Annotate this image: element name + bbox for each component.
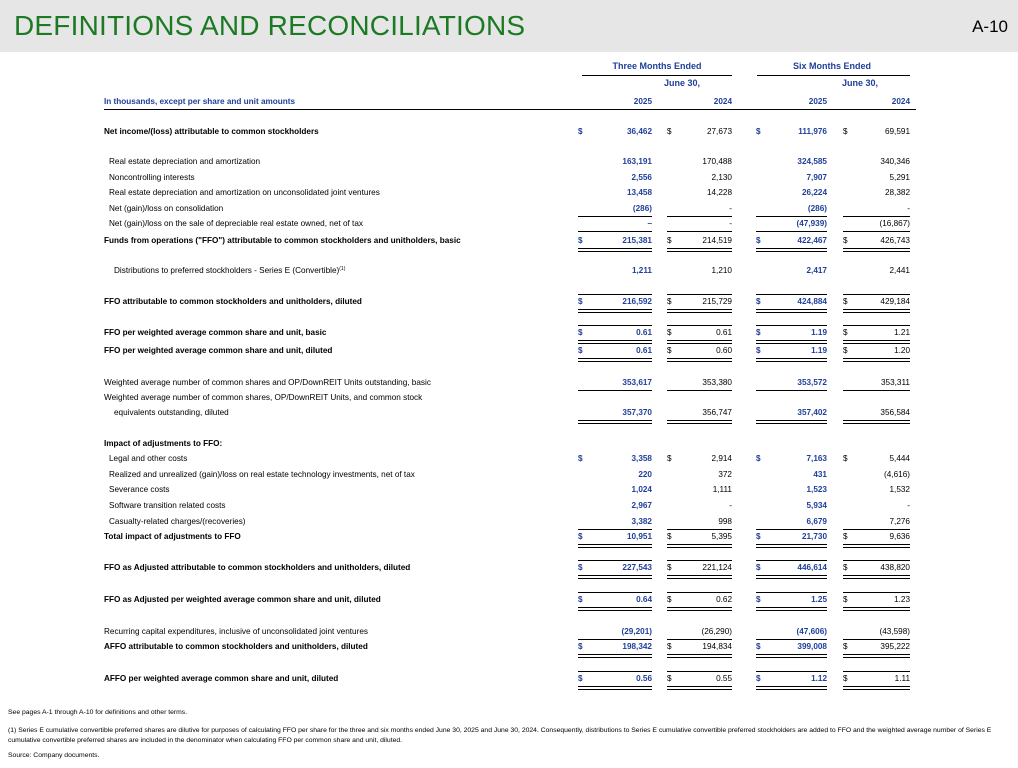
row-label: Real estate depreciation and amortization on unconsolidated joint ventures — [109, 188, 380, 197]
double-rule — [843, 654, 910, 658]
double-rule — [756, 607, 827, 611]
table-row — [104, 376, 916, 390]
double-rule — [756, 248, 827, 252]
row-label: Real estate depreciation and amortization — [109, 157, 261, 166]
value-cell: 446,614 — [797, 563, 827, 572]
column-rule — [578, 231, 652, 232]
value-cell: 5,934 — [806, 501, 827, 510]
value-cell: 1,024 — [631, 485, 652, 494]
value-cell: 26,224 — [801, 188, 827, 197]
row-label: Net (gain)/loss on the sale of depreciable real estate owned, net of tax — [109, 219, 363, 228]
value-cell: 5,395 — [711, 532, 732, 541]
value-cell: 426,743 — [880, 236, 910, 245]
double-rule — [843, 544, 910, 548]
value-cell: 353,572 — [797, 378, 827, 387]
currency-symbol: $ — [667, 236, 672, 245]
year-header: 2025 — [808, 97, 827, 106]
double-rule — [756, 420, 827, 424]
column-rule-top — [578, 592, 652, 593]
year-header: 2024 — [713, 97, 732, 106]
row-label-continued: equivalents outstanding, diluted — [114, 408, 229, 417]
column-rule-top — [756, 560, 827, 561]
double-rule — [667, 686, 732, 690]
three-months-subheader: June 30, — [663, 78, 701, 88]
currency-symbol: $ — [756, 532, 761, 541]
value-cell: 395,222 — [880, 642, 910, 651]
value-cell: 353,311 — [881, 378, 910, 387]
value-cell: 399,008 — [797, 642, 827, 651]
value-cell: 424,884 — [797, 297, 827, 306]
currency-symbol: $ — [578, 674, 583, 683]
value-cell: 422,467 — [797, 236, 827, 245]
value-cell: 0.55 — [716, 674, 732, 683]
column-rule-top — [843, 560, 910, 561]
table-row — [104, 561, 916, 575]
row-label: FFO as Adjusted per weighted average common share and unit, diluted — [104, 595, 381, 604]
currency-symbol: $ — [578, 236, 583, 245]
units-label: In thousands, except per share and unit amounts — [104, 97, 296, 106]
column-rule-top — [843, 671, 910, 672]
row-label: Realized and unrealized (gain)/loss on real estate technology investments, net of tax — [109, 470, 415, 479]
value-cell: – — [647, 219, 652, 228]
row-label: Legal and other costs — [109, 454, 188, 463]
footnote-1: (1) Series E cumulative convertible preferred shares are dilutive for purposes of calculating FFO per share for the three and six months ended June 30, 2025 and June 30, 2024. Consequently, distributions to Series E cumulative convertible preferred stockholders are added to FFO and the weighted average number of Series E cumulative convertible preferred shares are included in the denominator when calculating FFO per common share and unit, diluted. — [8, 727, 992, 744]
double-rule — [756, 575, 827, 579]
value-cell: 194,834 — [702, 642, 732, 651]
value-cell: 5,291 — [889, 173, 910, 182]
column-rule-top — [843, 592, 910, 593]
currency-symbol: $ — [667, 532, 672, 541]
column-rule-top — [756, 325, 827, 326]
double-rule — [578, 686, 652, 690]
value-cell: 2,441 — [889, 266, 910, 275]
double-rule — [756, 358, 827, 362]
table-row-continued — [104, 406, 916, 420]
currency-symbol: $ — [756, 674, 761, 683]
double-rule — [843, 358, 910, 362]
currency-symbol: $ — [843, 674, 848, 683]
table-row — [104, 499, 916, 513]
value-cell: 1.23 — [894, 595, 910, 604]
value-cell: - — [729, 204, 732, 213]
table-row — [104, 344, 916, 358]
header-bar — [0, 0, 1018, 52]
three-months-header: Three Months Ended — [612, 61, 702, 71]
currency-symbol: $ — [578, 297, 583, 306]
double-rule — [667, 309, 732, 313]
currency-symbol: $ — [667, 563, 672, 572]
currency-symbol: $ — [843, 595, 848, 604]
table-row — [104, 483, 916, 497]
value-cell: 3,358 — [631, 454, 652, 463]
table-row — [104, 264, 916, 278]
currency-symbol: $ — [756, 236, 761, 245]
currency-symbol: $ — [578, 532, 583, 541]
double-rule — [578, 420, 652, 424]
currency-symbol: $ — [578, 346, 583, 355]
table-row — [104, 295, 916, 309]
value-cell: 429,184 — [880, 297, 910, 306]
value-cell: 3,382 — [631, 517, 652, 526]
value-cell: 356,584 — [880, 408, 910, 417]
value-cell: 215,729 — [702, 297, 732, 306]
value-cell: 353,617 — [622, 378, 652, 387]
table-row — [104, 672, 916, 686]
currency-symbol: $ — [756, 297, 761, 306]
header-underline-3m-top — [582, 75, 732, 76]
value-cell: 1,532 — [889, 485, 910, 494]
value-cell: 0.61 — [636, 328, 652, 337]
currency-symbol: $ — [667, 328, 672, 337]
value-cell: 2,417 — [806, 266, 827, 275]
table-row — [104, 155, 916, 169]
currency-symbol: $ — [843, 127, 848, 136]
currency-symbol: $ — [843, 454, 848, 463]
double-rule — [667, 575, 732, 579]
table-row — [104, 437, 916, 451]
column-rule-top — [578, 294, 652, 295]
column-rule-top — [578, 560, 652, 561]
value-cell: 13,458 — [626, 188, 652, 197]
double-rule — [843, 607, 910, 611]
row-label: Impact of adjustments to FFO: — [104, 439, 223, 448]
currency-symbol: $ — [756, 346, 761, 355]
currency-symbol: $ — [843, 563, 848, 572]
value-cell: 6,679 — [806, 517, 827, 526]
currency-symbol: $ — [667, 642, 672, 651]
table-row — [104, 234, 916, 248]
value-cell: - — [729, 501, 732, 510]
column-rule-top — [667, 560, 732, 561]
row-label: Net income/(loss) attributable to common stockholders — [104, 127, 319, 136]
currency-symbol: $ — [843, 642, 848, 651]
table-row — [104, 171, 916, 185]
value-cell: 28,382 — [884, 188, 910, 197]
column-rule-top — [667, 325, 732, 326]
value-cell: 14,228 — [706, 188, 732, 197]
double-rule — [756, 544, 827, 548]
currency-symbol: $ — [756, 454, 761, 463]
row-label: Total impact of adjustments to FFO — [104, 532, 241, 541]
value-cell: 431 — [813, 470, 827, 479]
currency-symbol: $ — [578, 127, 583, 136]
value-cell: 0.62 — [716, 595, 732, 604]
currency-symbol: $ — [843, 236, 848, 245]
value-cell: 1.11 — [894, 674, 910, 683]
value-cell: (29,201) — [621, 627, 652, 636]
value-cell: 1,211 — [631, 266, 652, 275]
column-rule-top — [667, 592, 732, 593]
table-row — [104, 515, 916, 529]
row-label: Severance costs — [109, 485, 170, 494]
row-label: Recurring capital expenditures, inclusive of unconsolidated joint ventures — [104, 627, 368, 636]
value-cell: (286) — [632, 204, 652, 213]
value-cell: 7,276 — [889, 517, 910, 526]
currency-symbol: $ — [578, 563, 583, 572]
double-rule — [578, 654, 652, 658]
six-months-subheader: June 30, — [841, 78, 879, 88]
double-rule — [578, 248, 652, 252]
value-cell: 27,673 — [706, 127, 732, 136]
value-cell: - — [907, 501, 910, 510]
header-underline — [104, 109, 916, 110]
currency-symbol: $ — [667, 454, 672, 463]
currency-symbol: $ — [843, 346, 848, 355]
value-cell: 340,346 — [880, 157, 910, 166]
value-cell: (286) — [807, 204, 827, 213]
column-rule-top — [843, 325, 910, 326]
value-cell: 163,191 — [622, 157, 652, 166]
column-rule-top — [756, 294, 827, 295]
row-label: Weighted average number of common shares and OP/DownREIT Units outstanding, basic — [104, 378, 431, 387]
double-rule — [667, 358, 732, 362]
value-cell: 215,381 — [622, 236, 652, 245]
header-underline-6m-top — [757, 75, 910, 76]
currency-symbol: $ — [756, 328, 761, 337]
value-cell: 0.61 — [636, 346, 652, 355]
row-label: Casualty-related charges/(recoveries) — [109, 517, 246, 526]
value-cell: 111,976 — [798, 127, 827, 136]
value-cell: 21,730 — [801, 532, 827, 541]
value-cell: 356,747 — [702, 408, 732, 417]
six-months-header: Six Months Ended — [792, 61, 871, 71]
currency-symbol: $ — [578, 454, 583, 463]
value-cell: 0.60 — [716, 346, 732, 355]
value-cell: 0.64 — [636, 595, 652, 604]
double-rule — [843, 686, 910, 690]
currency-symbol: $ — [667, 297, 672, 306]
currency-symbol: $ — [756, 127, 761, 136]
double-rule — [667, 607, 732, 611]
value-cell: (16,867) — [879, 219, 910, 228]
value-cell: 357,402 — [797, 408, 827, 417]
value-cell: 1,523 — [806, 485, 827, 494]
column-rule-top — [578, 325, 652, 326]
row-label: Distributions to preferred stockholders - Series E (Convertible)$^{(1)}$ — [114, 266, 346, 275]
value-cell: 2,556 — [631, 173, 652, 182]
row-label: Software transition related costs — [109, 501, 226, 510]
currency-symbol: $ — [667, 346, 672, 355]
column-rule-top — [756, 592, 827, 593]
value-cell: 0.56 — [636, 674, 652, 683]
value-cell: 220 — [638, 470, 652, 479]
table-row — [104, 217, 916, 231]
row-label: FFO per weighted average common share and unit, diluted — [104, 346, 333, 355]
column-rule — [756, 231, 827, 232]
value-cell: 214,519 — [702, 236, 732, 245]
value-cell: 198,342 — [622, 642, 652, 651]
double-rule — [667, 248, 732, 252]
double-rule — [667, 654, 732, 658]
value-cell: 1.21 — [894, 328, 910, 337]
value-cell: 1,210 — [711, 266, 732, 275]
year-header: 2025 — [633, 97, 652, 106]
value-cell: 998 — [718, 517, 732, 526]
value-cell: (43,598) — [879, 627, 910, 636]
page-number: A-10 — [972, 17, 1008, 36]
table-row — [104, 625, 916, 639]
currency-symbol: $ — [843, 532, 848, 541]
currency-symbol: $ — [756, 563, 761, 572]
double-rule — [578, 575, 652, 579]
table-row — [104, 202, 916, 216]
row-label: FFO as Adjusted attributable to common stockholders and unitholders, diluted — [104, 563, 411, 572]
value-cell: 2,914 — [711, 454, 732, 463]
value-cell: 9,636 — [889, 532, 910, 541]
value-cell: 1.20 — [894, 346, 910, 355]
currency-symbol: $ — [667, 674, 672, 683]
row-label: Weighted average number of common shares, OP/DownREIT Units, and common stock — [104, 393, 423, 402]
value-cell: 10,951 — [626, 532, 652, 541]
column-header-row — [104, 95, 916, 109]
table-row — [104, 640, 916, 654]
column-rule — [667, 231, 732, 232]
value-cell: 170,488 — [702, 157, 732, 166]
value-cell: 1.12 — [811, 674, 827, 683]
double-rule — [843, 420, 910, 424]
column-rule-top — [667, 671, 732, 672]
currency-symbol: $ — [843, 297, 848, 306]
double-rule — [578, 309, 652, 313]
source-note: Source: Company documents. — [8, 752, 100, 759]
currency-symbol: $ — [667, 127, 672, 136]
currency-symbol: $ — [578, 595, 583, 604]
currency-symbol: $ — [843, 328, 848, 337]
table-row — [104, 326, 916, 340]
column-rule — [843, 231, 910, 232]
value-cell: 5,444 — [889, 454, 910, 463]
value-cell: 438,820 — [880, 563, 910, 572]
row-label: Net (gain)/loss on consolidation — [109, 204, 224, 213]
value-cell: - — [907, 204, 910, 213]
value-cell: 1,111 — [712, 485, 732, 494]
double-rule — [756, 654, 827, 658]
double-rule — [756, 309, 827, 313]
column-rule-top — [667, 294, 732, 295]
row-label: Funds from operations ("FFO") attributable to common stockholders and unitholders, basic — [104, 236, 461, 245]
currency-symbol: $ — [667, 595, 672, 604]
value-cell: 353,380 — [702, 378, 732, 387]
value-cell: 221,124 — [702, 563, 732, 572]
value-cell: 1.25 — [811, 595, 827, 604]
table-row — [104, 530, 916, 544]
footnote-ref: (1) — [339, 266, 346, 272]
value-cell: (47,939) — [796, 219, 827, 228]
currency-symbol: $ — [756, 642, 761, 651]
double-rule — [843, 248, 910, 252]
value-cell: (26,290) — [701, 627, 732, 636]
table-row — [104, 186, 916, 200]
page-title: DEFINITIONS AND RECONCILIATIONS — [14, 10, 526, 41]
see-pages-note: See pages A-1 through A-10 for definitions and other terms. — [8, 709, 188, 716]
double-rule — [578, 607, 652, 611]
column-rule-top — [756, 671, 827, 672]
table-row — [104, 452, 916, 466]
double-rule — [578, 358, 652, 362]
value-cell: 1.19 — [811, 346, 827, 355]
currency-symbol: $ — [578, 328, 583, 337]
double-rule — [578, 544, 652, 548]
double-rule — [843, 309, 910, 313]
double-rule — [756, 686, 827, 690]
currency-symbol: $ — [578, 642, 583, 651]
column-rule-top — [843, 294, 910, 295]
row-label: AFFO attributable to common stockholders and unitholders, diluted — [104, 642, 368, 651]
value-cell: 2,130 — [711, 173, 732, 182]
value-cell: 7,163 — [806, 454, 827, 463]
double-rule — [843, 575, 910, 579]
currency-symbol: $ — [756, 595, 761, 604]
value-cell: (4,616) — [884, 470, 910, 479]
value-cell: 357,370 — [622, 408, 652, 417]
row-label: AFFO per weighted average common share and unit, diluted — [104, 674, 339, 683]
value-cell: 324,585 — [797, 157, 827, 166]
value-cell: (47,606) — [796, 627, 827, 636]
value-cell: 69,591 — [884, 127, 910, 136]
value-cell: 216,592 — [622, 297, 652, 306]
value-cell: 0.61 — [716, 328, 732, 337]
value-cell: 2,967 — [631, 501, 652, 510]
value-cell: 36,462 — [626, 127, 652, 136]
table-row — [104, 593, 916, 607]
row-label: Noncontrolling interests — [109, 173, 195, 182]
table-row — [104, 125, 916, 139]
value-cell: 227,543 — [622, 563, 652, 572]
value-cell: - — [729, 219, 732, 228]
value-cell: 1.19 — [811, 328, 827, 337]
value-cell: 372 — [718, 470, 732, 479]
year-header: 2024 — [891, 97, 910, 106]
double-rule — [667, 420, 732, 424]
row-label: FFO per weighted average common share and unit, basic — [104, 328, 327, 337]
value-cell: 7,907 — [806, 173, 827, 182]
table-row — [104, 391, 916, 405]
column-rule-top — [578, 671, 652, 672]
row-label: FFO attributable to common stockholders and unitholders, diluted — [104, 297, 362, 306]
table-row — [104, 468, 916, 482]
double-rule — [667, 544, 732, 548]
